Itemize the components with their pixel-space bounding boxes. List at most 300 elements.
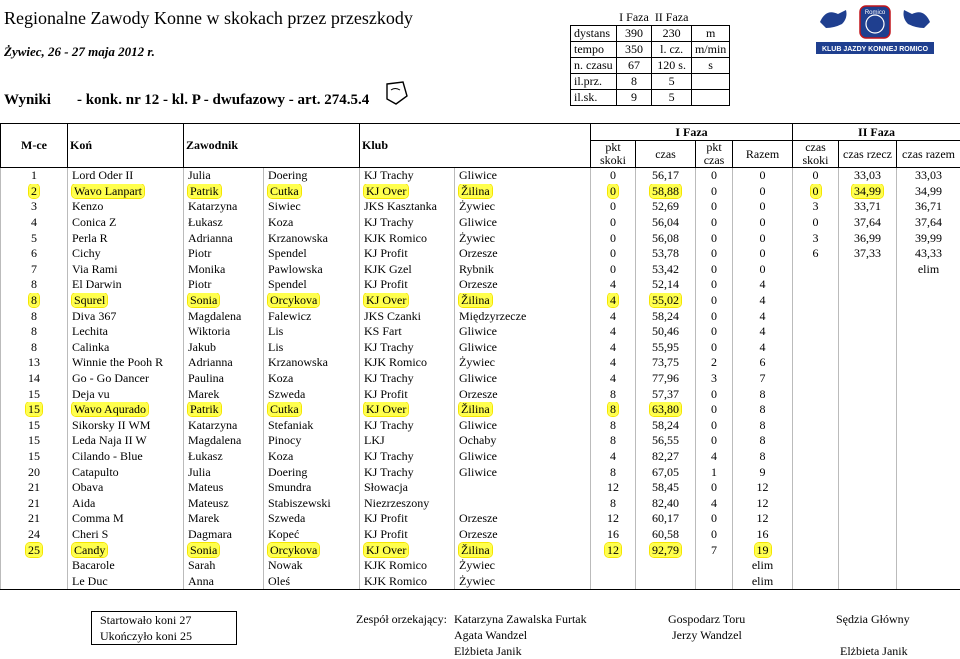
cell-pkt-czas	[696, 308, 733, 324]
table-row	[1, 293, 960, 309]
cell-first-name	[184, 480, 264, 496]
param-unit: m	[691, 26, 729, 42]
cell-club-text: KJK Romico	[364, 574, 427, 588]
cell-city-text: Gliwice	[459, 449, 497, 463]
cell-city	[455, 371, 591, 387]
cell-place-text: 21	[28, 511, 40, 525]
cell-horse-text: Lechita	[72, 324, 108, 338]
cell-city-text: Gliwice	[459, 465, 497, 479]
cell-czas-skoki	[793, 527, 839, 543]
cell-czas-razem-text: 43,33	[915, 246, 942, 260]
cell-club	[360, 277, 455, 293]
team-label: Zespół orzekający:	[356, 611, 447, 627]
cell-first-name-text: Monika	[188, 262, 225, 276]
param-header-faza2: II Faza	[652, 10, 692, 26]
cell-czas-skoki	[793, 184, 839, 200]
cell-club-text: KJK Romico	[364, 558, 427, 572]
cell-last-name-text: Smundra	[268, 480, 311, 494]
cell-city-text: Żywiec	[459, 231, 495, 245]
cell-pkt-czas-text: 0	[711, 231, 717, 245]
cell-city-text: Orzesze	[459, 527, 498, 541]
cell-first-name-text: Patrik	[188, 402, 221, 416]
cell-horse	[68, 433, 184, 449]
cell-place	[1, 168, 68, 184]
cell-club	[360, 480, 455, 496]
cell-club	[360, 293, 455, 309]
table-row	[1, 324, 960, 340]
cell-pkt-czas-text: 1	[711, 465, 717, 479]
cell-last-name-text: Pawlowska	[268, 262, 323, 276]
cell-pkt-skoki-text: 12	[607, 480, 619, 494]
cell-razem	[733, 511, 793, 527]
results-table	[0, 123, 960, 590]
cell-czas-skoki	[793, 433, 839, 449]
cell-last-name-text: Oleś	[268, 574, 290, 588]
cell-place	[1, 184, 68, 200]
cell-czas-rzecz-text: 34,99	[852, 184, 883, 198]
cell-czas-rzecz	[839, 184, 897, 200]
cell-city	[455, 262, 591, 278]
cell-horse	[68, 246, 184, 262]
cell-pkt-czas-text: 0	[711, 324, 717, 338]
cell-razem-text: 9	[760, 465, 766, 479]
cell-horse	[68, 262, 184, 278]
cell-pkt-skoki	[591, 277, 636, 293]
cell-pkt-skoki-text: 8	[610, 496, 616, 510]
cell-place	[1, 464, 68, 480]
cell-first-name-text: Piotr	[188, 246, 211, 260]
table-row	[1, 511, 960, 527]
cell-pkt-skoki-text: 0	[608, 184, 618, 198]
cell-czas-razem	[897, 308, 960, 324]
cell-czas-skoki	[793, 402, 839, 418]
cell-place	[1, 230, 68, 246]
cell-pkt-czas-text: 3	[711, 371, 717, 385]
team-member-2: Agata Wandzel	[454, 627, 527, 643]
cell-pkt-skoki-text: 8	[610, 433, 616, 447]
cell-czas-rzecz	[839, 402, 897, 418]
cell-horse	[68, 542, 184, 558]
cell-czas-rzecz	[839, 371, 897, 387]
cell-horse-text: Squrel	[72, 293, 107, 307]
cell-horse-text: Sikorsky II WM	[72, 418, 150, 432]
cell-place	[1, 433, 68, 449]
cell-horse-text: Bacarole	[72, 558, 115, 572]
cell-horse-text: Calinka	[72, 340, 109, 354]
cell-city-text: Gliwice	[459, 418, 497, 432]
cell-city	[455, 542, 591, 558]
cell-place	[1, 418, 68, 434]
cell-club	[360, 542, 455, 558]
cell-club	[360, 308, 455, 324]
cell-horse	[68, 340, 184, 356]
cell-club-text: KJ Trachy	[364, 340, 414, 354]
cell-pkt-czas	[696, 573, 733, 589]
header-razem: Razem	[733, 141, 793, 168]
cell-pkt-skoki	[591, 308, 636, 324]
cell-pkt-czas	[696, 246, 733, 262]
cell-pkt-skoki	[591, 449, 636, 465]
cell-first-name-text: Magdalena	[188, 433, 241, 447]
param-header-faza1: I Faza	[616, 10, 652, 26]
cell-city	[455, 480, 591, 496]
cell-place	[1, 480, 68, 496]
cell-czas-text: 58,24	[652, 309, 679, 323]
cell-razem-text: 0	[760, 199, 766, 213]
cell-place	[1, 402, 68, 418]
param-faza1: 9	[616, 90, 652, 106]
cell-first-name-text: Sonia	[188, 293, 219, 307]
cell-last-name	[264, 324, 360, 340]
cell-pkt-skoki-text: 8	[610, 387, 616, 401]
cell-pkt-czas	[696, 340, 733, 356]
cell-horse	[68, 308, 184, 324]
cell-pkt-czas-text: 0	[711, 418, 717, 432]
cell-horse-text: Diva 367	[72, 309, 116, 323]
cell-czas-text: 50,46	[652, 324, 679, 338]
cell-pkt-czas	[696, 511, 733, 527]
cell-czas-skoki	[793, 418, 839, 434]
cell-last-name-text: Koza	[268, 215, 293, 229]
cell-pkt-skoki-text: 12	[607, 511, 619, 525]
cell-horse	[68, 277, 184, 293]
cell-czas-skoki	[793, 558, 839, 574]
table-row	[1, 480, 960, 496]
cell-pkt-skoki	[591, 386, 636, 402]
cell-pkt-czas	[696, 371, 733, 387]
cell-first-name	[184, 340, 264, 356]
cell-razem	[733, 433, 793, 449]
cell-pkt-czas	[696, 168, 733, 184]
cell-czas-razem	[897, 340, 960, 356]
class-description: - konk. nr 12 - kl. P - dwufazowy - art. 274.5.4	[77, 92, 369, 108]
cell-first-name-text: Mateusz	[188, 496, 229, 510]
cell-czas-rzecz	[839, 495, 897, 511]
cell-place	[1, 542, 68, 558]
cell-pkt-skoki-text: 4	[610, 371, 616, 385]
cell-city	[455, 464, 591, 480]
cell-czas-text: 56,04	[652, 215, 679, 229]
cell-razem	[733, 464, 793, 480]
table-row	[1, 433, 960, 449]
cell-club	[360, 511, 455, 527]
cell-horse-text: Wavo Aqurado	[72, 402, 148, 416]
cell-city-text: Gliwice	[459, 168, 497, 182]
cell-city	[455, 573, 591, 589]
cell-czas-skoki	[793, 511, 839, 527]
cell-place-text: 7	[31, 262, 37, 276]
param-label: dystans	[571, 26, 617, 42]
cell-city	[455, 340, 591, 356]
cell-club-text: KJ Over	[364, 543, 408, 557]
cell-razem-text: 7	[760, 371, 766, 385]
cell-first-name-text: Adrianna	[188, 231, 233, 245]
cell-pkt-skoki	[591, 184, 636, 200]
cell-czas-razem	[897, 277, 960, 293]
cell-club-text: KS Fart	[364, 324, 402, 338]
cell-czas-skoki	[793, 246, 839, 262]
cell-horse-text: Conica Z	[72, 215, 116, 229]
cell-czas-razem-text: 36,71	[915, 199, 942, 213]
cell-pkt-skoki-text: 8	[610, 418, 616, 432]
cell-pkt-czas-text: 4	[711, 496, 717, 510]
horses-finished: Ukończyło koni 25	[92, 628, 236, 644]
cell-first-name	[184, 168, 264, 184]
cell-pkt-skoki	[591, 215, 636, 231]
cell-first-name	[184, 215, 264, 231]
cell-last-name-text: Orcykova	[268, 293, 319, 307]
cell-czas-skoki-text: 0	[813, 168, 819, 182]
table-row	[1, 246, 960, 262]
table-row	[1, 277, 960, 293]
cell-czas-razem-text: elim	[918, 262, 939, 276]
cell-czas-text: 56,08	[652, 231, 679, 245]
cell-city-text: Žilina	[459, 293, 492, 307]
cell-pkt-czas	[696, 230, 733, 246]
cell-razem	[733, 386, 793, 402]
cell-club	[360, 324, 455, 340]
cell-first-name	[184, 277, 264, 293]
cell-czas-text: 52,14	[652, 277, 679, 291]
cell-last-name-text: Koza	[268, 371, 293, 385]
cell-club-text: KJK Romico	[364, 231, 427, 245]
cell-pkt-czas	[696, 402, 733, 418]
cell-czas-razem	[897, 230, 960, 246]
cell-club	[360, 262, 455, 278]
logo-badge-text: Romico	[865, 10, 886, 16]
cell-razem-text: 4	[760, 293, 766, 307]
cell-city-text: Rybnik	[459, 262, 494, 276]
cell-czas	[636, 495, 696, 511]
cell-czas-text: 63,80	[650, 402, 681, 416]
cell-czas-rzecz	[839, 324, 897, 340]
cell-city	[455, 511, 591, 527]
cell-first-name-text: Piotr	[188, 277, 211, 291]
cell-razem-text: elim	[752, 558, 773, 572]
cell-city	[455, 215, 591, 231]
cell-last-name-text: Lis	[268, 324, 283, 338]
cell-razem-text: 8	[760, 433, 766, 447]
cell-pkt-skoki	[591, 402, 636, 418]
cell-club	[360, 573, 455, 589]
cell-last-name	[264, 355, 360, 371]
cell-city-text: Orzesze	[459, 511, 498, 525]
cell-razem-text: 12	[757, 480, 769, 494]
cell-place	[1, 199, 68, 215]
cell-czas-rzecz	[839, 308, 897, 324]
cell-horse	[68, 355, 184, 371]
cell-razem	[733, 418, 793, 434]
cell-city	[455, 433, 591, 449]
cell-club-text: KJ Profit	[364, 527, 408, 541]
cell-pkt-skoki-text: 16	[607, 527, 619, 541]
cell-club	[360, 184, 455, 200]
cell-club-text: KJ Trachy	[364, 371, 414, 385]
cell-czas-razem	[897, 449, 960, 465]
cell-pkt-skoki	[591, 495, 636, 511]
cell-club-text: KJ Trachy	[364, 168, 414, 182]
cell-pkt-czas-text: 0	[711, 277, 717, 291]
cell-first-name-text: Magdalena	[188, 309, 241, 323]
cell-pkt-skoki	[591, 371, 636, 387]
cell-place	[1, 495, 68, 511]
table-row	[1, 464, 960, 480]
cell-last-name-text: Kopeć	[268, 527, 299, 541]
cell-horse-text: Cichy	[72, 246, 101, 260]
cell-place	[1, 371, 68, 387]
cell-first-name	[184, 230, 264, 246]
cell-city-text: Orzesze	[459, 277, 498, 291]
param-label: il.prz.	[571, 74, 617, 90]
cell-first-name	[184, 558, 264, 574]
header-klub: Klub	[360, 124, 591, 168]
cell-czas-skoki	[793, 215, 839, 231]
cell-czas-skoki-text: 6	[813, 246, 819, 260]
cell-pkt-skoki	[591, 573, 636, 589]
cell-czas-text: 56,55	[652, 433, 679, 447]
table-row	[1, 449, 960, 465]
cell-last-name-text: Doering	[268, 465, 307, 479]
cell-last-name	[264, 230, 360, 246]
param-label: il.sk.	[571, 90, 617, 106]
cell-first-name-text: Dagmara	[188, 527, 232, 541]
cell-czas-rzecz	[839, 215, 897, 231]
cell-city-text: Żywiec	[459, 355, 495, 369]
cell-pkt-skoki-text: 0	[610, 262, 616, 276]
cell-club	[360, 355, 455, 371]
cell-pkt-czas-text: 0	[711, 246, 717, 260]
horses-started: Startowało koni 27	[92, 612, 236, 628]
cell-czas-skoki	[793, 371, 839, 387]
cell-city	[455, 184, 591, 200]
cell-first-name	[184, 324, 264, 340]
cell-czas-razem	[897, 184, 960, 200]
cell-czas	[636, 277, 696, 293]
cell-czas-rzecz	[839, 340, 897, 356]
cell-place-text: 8	[31, 277, 37, 291]
cell-pkt-skoki	[591, 355, 636, 371]
cell-czas-rzecz	[839, 293, 897, 309]
cell-horse-text: Aida	[72, 496, 95, 510]
cell-city	[455, 293, 591, 309]
cell-place	[1, 527, 68, 543]
cell-czas-razem	[897, 558, 960, 574]
cell-czas-rzecz	[839, 262, 897, 278]
param-row	[571, 90, 730, 106]
cell-czas	[636, 168, 696, 184]
cell-razem	[733, 495, 793, 511]
cell-club-text: KJ Profit	[364, 246, 408, 260]
cell-last-name	[264, 199, 360, 215]
cell-city-text: Gliwice	[459, 371, 497, 385]
header-mce: M-ce	[1, 124, 68, 168]
cell-pkt-skoki	[591, 464, 636, 480]
cell-czas	[636, 558, 696, 574]
cell-czas-rzecz-text: 36,99	[854, 231, 881, 245]
logo-text: KLUB JAZDY KONNEJ ROMICO	[822, 46, 929, 53]
table-row	[1, 418, 960, 434]
cell-czas-razem	[897, 324, 960, 340]
cell-czas-text: 60,58	[652, 527, 679, 541]
cell-razem	[733, 215, 793, 231]
cell-club	[360, 168, 455, 184]
cell-pkt-czas	[696, 527, 733, 543]
cell-pkt-skoki	[591, 433, 636, 449]
cell-club-text: KJ Profit	[364, 387, 408, 401]
cell-last-name	[264, 386, 360, 402]
param-row	[571, 42, 730, 58]
cell-first-name	[184, 511, 264, 527]
table-row	[1, 230, 960, 246]
cell-horse-text: Lord Oder II	[72, 168, 133, 182]
cell-place-text: 24	[28, 527, 40, 541]
cell-czas-razem	[897, 511, 960, 527]
cell-czas-rzecz	[839, 449, 897, 465]
cell-horse	[68, 168, 184, 184]
cell-first-name-text: Adrianna	[188, 355, 233, 369]
cell-czas-text: 55,95	[652, 340, 679, 354]
judge-label: Sędzia Główny	[836, 611, 910, 627]
cell-czas-text: 60,17	[652, 511, 679, 525]
cell-last-name	[264, 527, 360, 543]
cell-pkt-czas-text: 0	[711, 184, 717, 198]
cell-czas	[636, 402, 696, 418]
cell-place	[1, 511, 68, 527]
cell-razem-text: 19	[755, 543, 771, 557]
header-czas-razem: czas razem	[897, 141, 960, 168]
cell-first-name	[184, 293, 264, 309]
cell-pkt-skoki-text: 4	[610, 355, 616, 369]
cell-czas-razem	[897, 262, 960, 278]
table-row	[1, 386, 960, 402]
cell-first-name	[184, 542, 264, 558]
horse-logo-icon	[812, 4, 938, 56]
cell-last-name	[264, 340, 360, 356]
cell-pkt-skoki	[591, 527, 636, 543]
cell-horse	[68, 371, 184, 387]
cell-last-name-text: Stabiszewski	[268, 496, 331, 510]
param-unit	[691, 90, 729, 106]
cell-pkt-czas	[696, 495, 733, 511]
cell-razem	[733, 558, 793, 574]
cell-place-text: 3	[31, 199, 37, 213]
cell-czas-razem	[897, 480, 960, 496]
cell-city-text: Žilina	[459, 543, 492, 557]
cell-razem-text: 0	[760, 184, 766, 198]
cell-first-name	[184, 449, 264, 465]
cell-club	[360, 495, 455, 511]
cell-place-text: 8	[31, 324, 37, 338]
table-row	[1, 495, 960, 511]
cell-horse	[68, 573, 184, 589]
cell-czas	[636, 386, 696, 402]
cell-pkt-czas-text: 0	[711, 511, 717, 525]
param-faza2: 120 s.	[652, 58, 692, 74]
cell-czas-razem	[897, 199, 960, 215]
cell-czas-rzecz-text: 37,64	[854, 215, 881, 229]
cell-czas	[636, 449, 696, 465]
cell-pkt-skoki	[591, 262, 636, 278]
cell-horse-text: Wavo Lanpart	[72, 184, 144, 198]
table-row	[1, 371, 960, 387]
cell-razem	[733, 573, 793, 589]
cell-razem-text: 4	[760, 309, 766, 323]
cell-razem	[733, 324, 793, 340]
cell-last-name-text: Stefaniak	[268, 418, 313, 432]
param-label: n. czasu	[571, 58, 617, 74]
header-zawodnik: Zawodnik	[184, 124, 360, 168]
cell-razem	[733, 246, 793, 262]
